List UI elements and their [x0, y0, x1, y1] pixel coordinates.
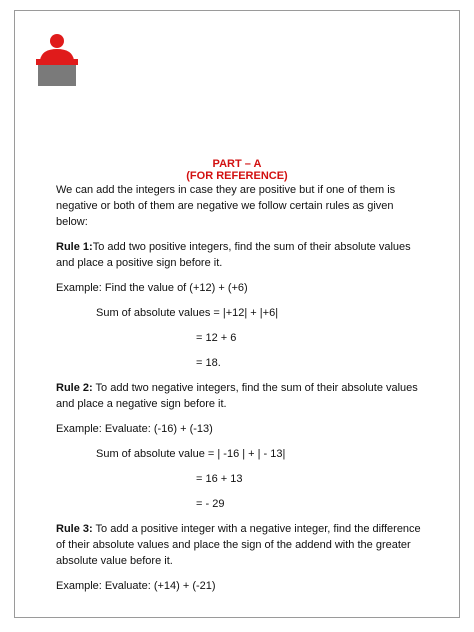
- logo-head: [50, 34, 64, 48]
- rule-2-step-3: = - 29: [196, 498, 225, 510]
- rule-1-paragraph: [56, 239, 428, 271]
- rule-2-step-1: Sum of absolute value = | -16 | + | - 13|: [96, 448, 286, 460]
- rule-2-step-2: = 16 + 13: [196, 473, 243, 485]
- rule-2-text: To add two negative integers, find the sum of their absolute values and place a negative sign before it.: [56, 382, 418, 410]
- rule-2-paragraph: [56, 380, 428, 412]
- logo-podium-top: [36, 59, 78, 65]
- part-title: PART – A: [212, 158, 262, 170]
- rule-1-step-2: = 12 + 6: [196, 332, 237, 344]
- rule-2-label: Rule 2:: [56, 382, 93, 394]
- rule-1-example: Example: Find the value of (+12) + (+6): [56, 282, 248, 294]
- document-body: [56, 182, 428, 594]
- section-heading: [0, 158, 474, 182]
- logo-body: [40, 49, 74, 60]
- part-subtitle: (FOR REFERENCE): [186, 170, 288, 182]
- logo-podium-base: [38, 65, 76, 86]
- intro-paragraph: We can add the integers in case they are positive but if one of them is negative or both of them are negative we follow certain rules as given below:: [56, 184, 396, 228]
- teacher-podium-logo: [32, 32, 82, 88]
- rule-2-example: Example: Evaluate: (-16) + (-13): [56, 423, 213, 435]
- rule-3-label: Rule 3:: [56, 523, 93, 535]
- rule-1-text: To add two positive integers, find the sum of their absolute values and place a positive sign before it.: [56, 241, 411, 269]
- rule-1-label: Rule 1:: [56, 241, 93, 253]
- rule-1-step-3: = 18.: [196, 357, 221, 369]
- rule-3-text: To add a positive integer with a negative integer, find the difference of their absolute values and place the sign of the addend with the greater absolute value before it.: [56, 523, 421, 567]
- rule-3-paragraph: [56, 521, 428, 569]
- rule-3-example: Example: Evaluate: (+14) + (-21): [56, 580, 216, 592]
- rule-1-step-1: Sum of absolute values = |+12| + |+6|: [96, 307, 279, 319]
